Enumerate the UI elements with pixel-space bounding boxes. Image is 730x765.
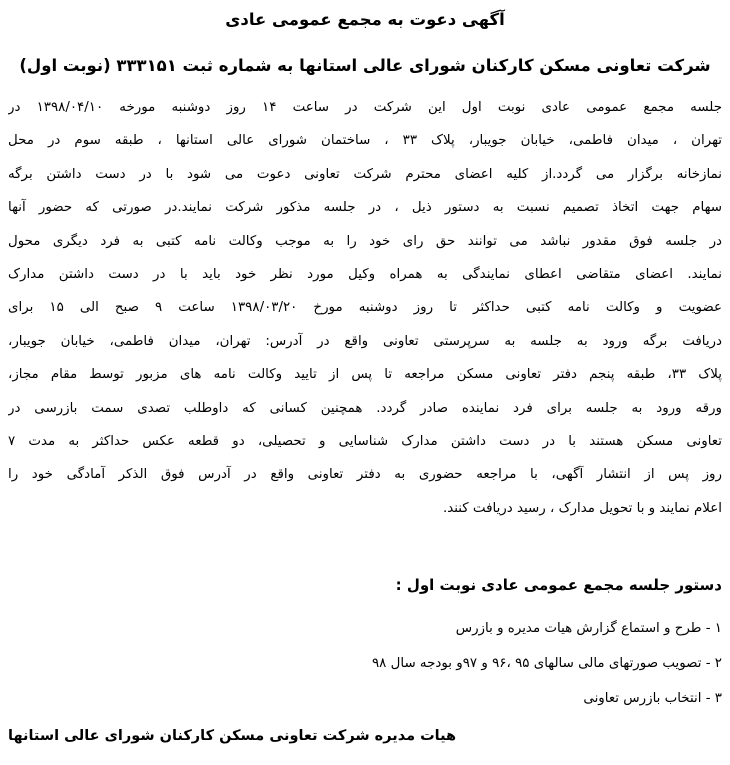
body-line: سهام جهت اتخاذ تصمیم نسبت به دستور ذیل ، در جلسه مذکور شرکت نمایند.در صورتی که حضور آنها xyxy=(8,200,722,216)
page-subtitle: شرکت تعاونی مسکن کارکنان شورای عالی استانها به شماره ثبت ۳۳۳۱۵۱ (نوبت اول) xyxy=(19,56,711,75)
agenda-list xyxy=(8,611,722,716)
body-line: عضویت و وکالت نامه کتبی حداکثر تا روز دوشنبه مورخ ۱۳۹۸/۰۳/۲۰ ساعت ۹ صبح الی ۱۵ برای xyxy=(8,300,722,316)
body-line: دریافت برگه ورود به جلسه به سرپرستی تعاونی واقع در آدرس: تهران، میدان فاطمی، خیابان جویبار، xyxy=(8,333,722,349)
agenda-heading: دستور جلسه مجمع عمومی عادی نوبت اول : xyxy=(395,576,722,595)
body-line: روز پس از انتشار آگهی، با مراجعه حضوری به دفتر تعاونی واقع در آدرس فوق الذکر آمادگی خود را xyxy=(8,467,722,483)
body-line: تهران ، میدان فاطمی، خیابان جویبار، پلاک ۳۳ ، ساختمان شورای عالی استانها ، طبقه سوم در محل xyxy=(8,133,722,149)
body-line: پلاک ۳۳، طبقه پنجم دفتر تعاونی مسکن مراجعه تا پس از تایید وکالت نامه های مزبور توسط مقام مجاز، xyxy=(8,367,722,383)
body-line: جلسه مجمع عمومی عادی نوبت اول این شرکت در ساعت ۱۴ روز دوشنبه مورخه ۱۳۹۸/۰۴/۱۰ در xyxy=(8,100,722,115)
body-line: نمایند. اعضای متقاضی اعطای نمایندگی به همراه وکیل مورد نظر خود باید با در دست داشتن مدارک xyxy=(8,266,722,282)
page-title: آگهی دعوت به مجمع عمومی عادی xyxy=(225,10,505,29)
agenda-item: ۱ - طرح و استماع گزارش هیات مدیره و بازرس xyxy=(455,621,722,637)
body-paragraph xyxy=(8,91,722,525)
board-signature: هیات مدیره شرکت تعاونی مسکن کارکنان شورای عالی استانها xyxy=(8,728,457,745)
agenda-item: ۳ - انتخاب بازرس تعاونی xyxy=(583,691,722,707)
body-line: نمازخانه برگزار می گردد.از کلیه اعضای محترم شرکت تعاونی دعوت می شود با در دست داشتن برگه xyxy=(8,166,722,182)
body-line: اعلام نمایند و با تحویل مدارک ، رسید دریافت کنند. xyxy=(442,500,722,516)
body-line: در جلسه فوق مقدور نباشد می توانند حق رای خود را به موجب وکالت نامه کتبی به فرد دیگری محول xyxy=(8,233,722,249)
body-line: ورقه ورود به جلسه برای فرد نماینده صادر گردد. همچنین کسانی که داوطلب تصدی سمت بازرسی در xyxy=(8,400,722,416)
agenda-item: ۲ - تصویب صورتهای مالی سالهای ۹۵ ،۹۶ و ۹۷و بودجه سال ۹۸ xyxy=(371,656,722,672)
body-line: تعاونی مسکن هستند با در دست داشتن مدارک شناسایی و تحصیلی، دو قطعه عکس حداکثر به مدت ۷ xyxy=(8,433,722,449)
